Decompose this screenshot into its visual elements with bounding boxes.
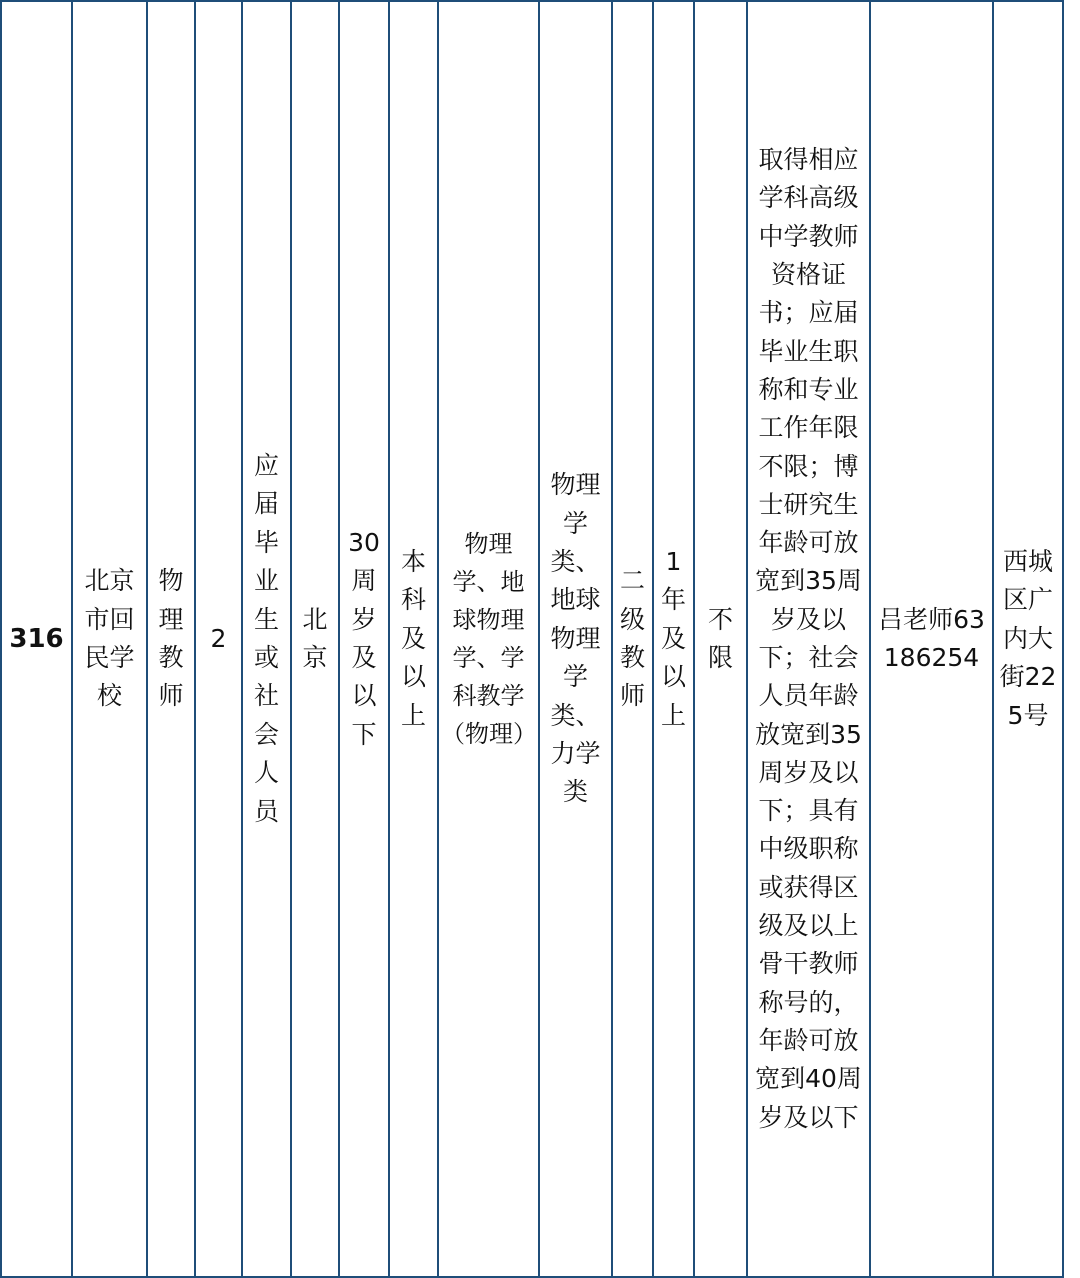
job-id: 316 xyxy=(9,623,64,654)
title-cell xyxy=(612,1,653,1277)
unit-cell xyxy=(72,1,147,1277)
major-undergrad-cell xyxy=(438,1,539,1277)
age-requirement: 30周岁及以下 xyxy=(348,527,380,749)
experience-cell xyxy=(653,1,694,1277)
hiring-count: 2 xyxy=(210,623,227,653)
address-cell xyxy=(993,1,1063,1277)
politics-requirement: 不限 xyxy=(707,604,733,672)
contact-cell xyxy=(870,1,993,1277)
experience-requirement: 1年及以上 xyxy=(660,546,686,730)
source-cell xyxy=(242,1,291,1277)
address: 西城区广内大街225号 xyxy=(999,546,1057,730)
hukou-requirement: 北京 xyxy=(302,604,328,672)
politics-cell xyxy=(694,1,747,1277)
position-cell xyxy=(147,1,195,1277)
major-undergrad: 物理学、地球物理学、学科教学（物理） xyxy=(441,530,537,748)
employer-name: 北京市回民学校 xyxy=(84,566,135,711)
major-grad: 物理学类、地球物理学类、力学类 xyxy=(550,470,601,807)
position-name: 物理教师 xyxy=(158,566,184,711)
contact-info: 吕老师63186254 xyxy=(878,604,985,672)
age-cell xyxy=(339,1,389,1277)
other-conditions: 取得相应学科高级中学教师资格证书；应届毕业生职称和专业工作年限不限；博士研究生年龄可放宽到35周岁及以下；社会人员年龄放宽到35周岁及以下；具有中级职称或获得区级及以上骨干教师称号的，年龄可放宽到40周岁及以下 xyxy=(755,145,862,1132)
title-requirement: 二级教师 xyxy=(619,566,645,711)
table-row xyxy=(1,1,1063,1277)
hukou-cell xyxy=(291,1,339,1277)
education-requirement: 本科及以上 xyxy=(400,546,426,730)
count-cell xyxy=(195,1,242,1277)
job-id-cell xyxy=(1,1,72,1277)
major-grad-cell xyxy=(539,1,612,1277)
candidate-source: 应届毕业生或社会人员 xyxy=(253,450,279,826)
education-cell xyxy=(389,1,438,1277)
notes-cell xyxy=(747,1,870,1277)
